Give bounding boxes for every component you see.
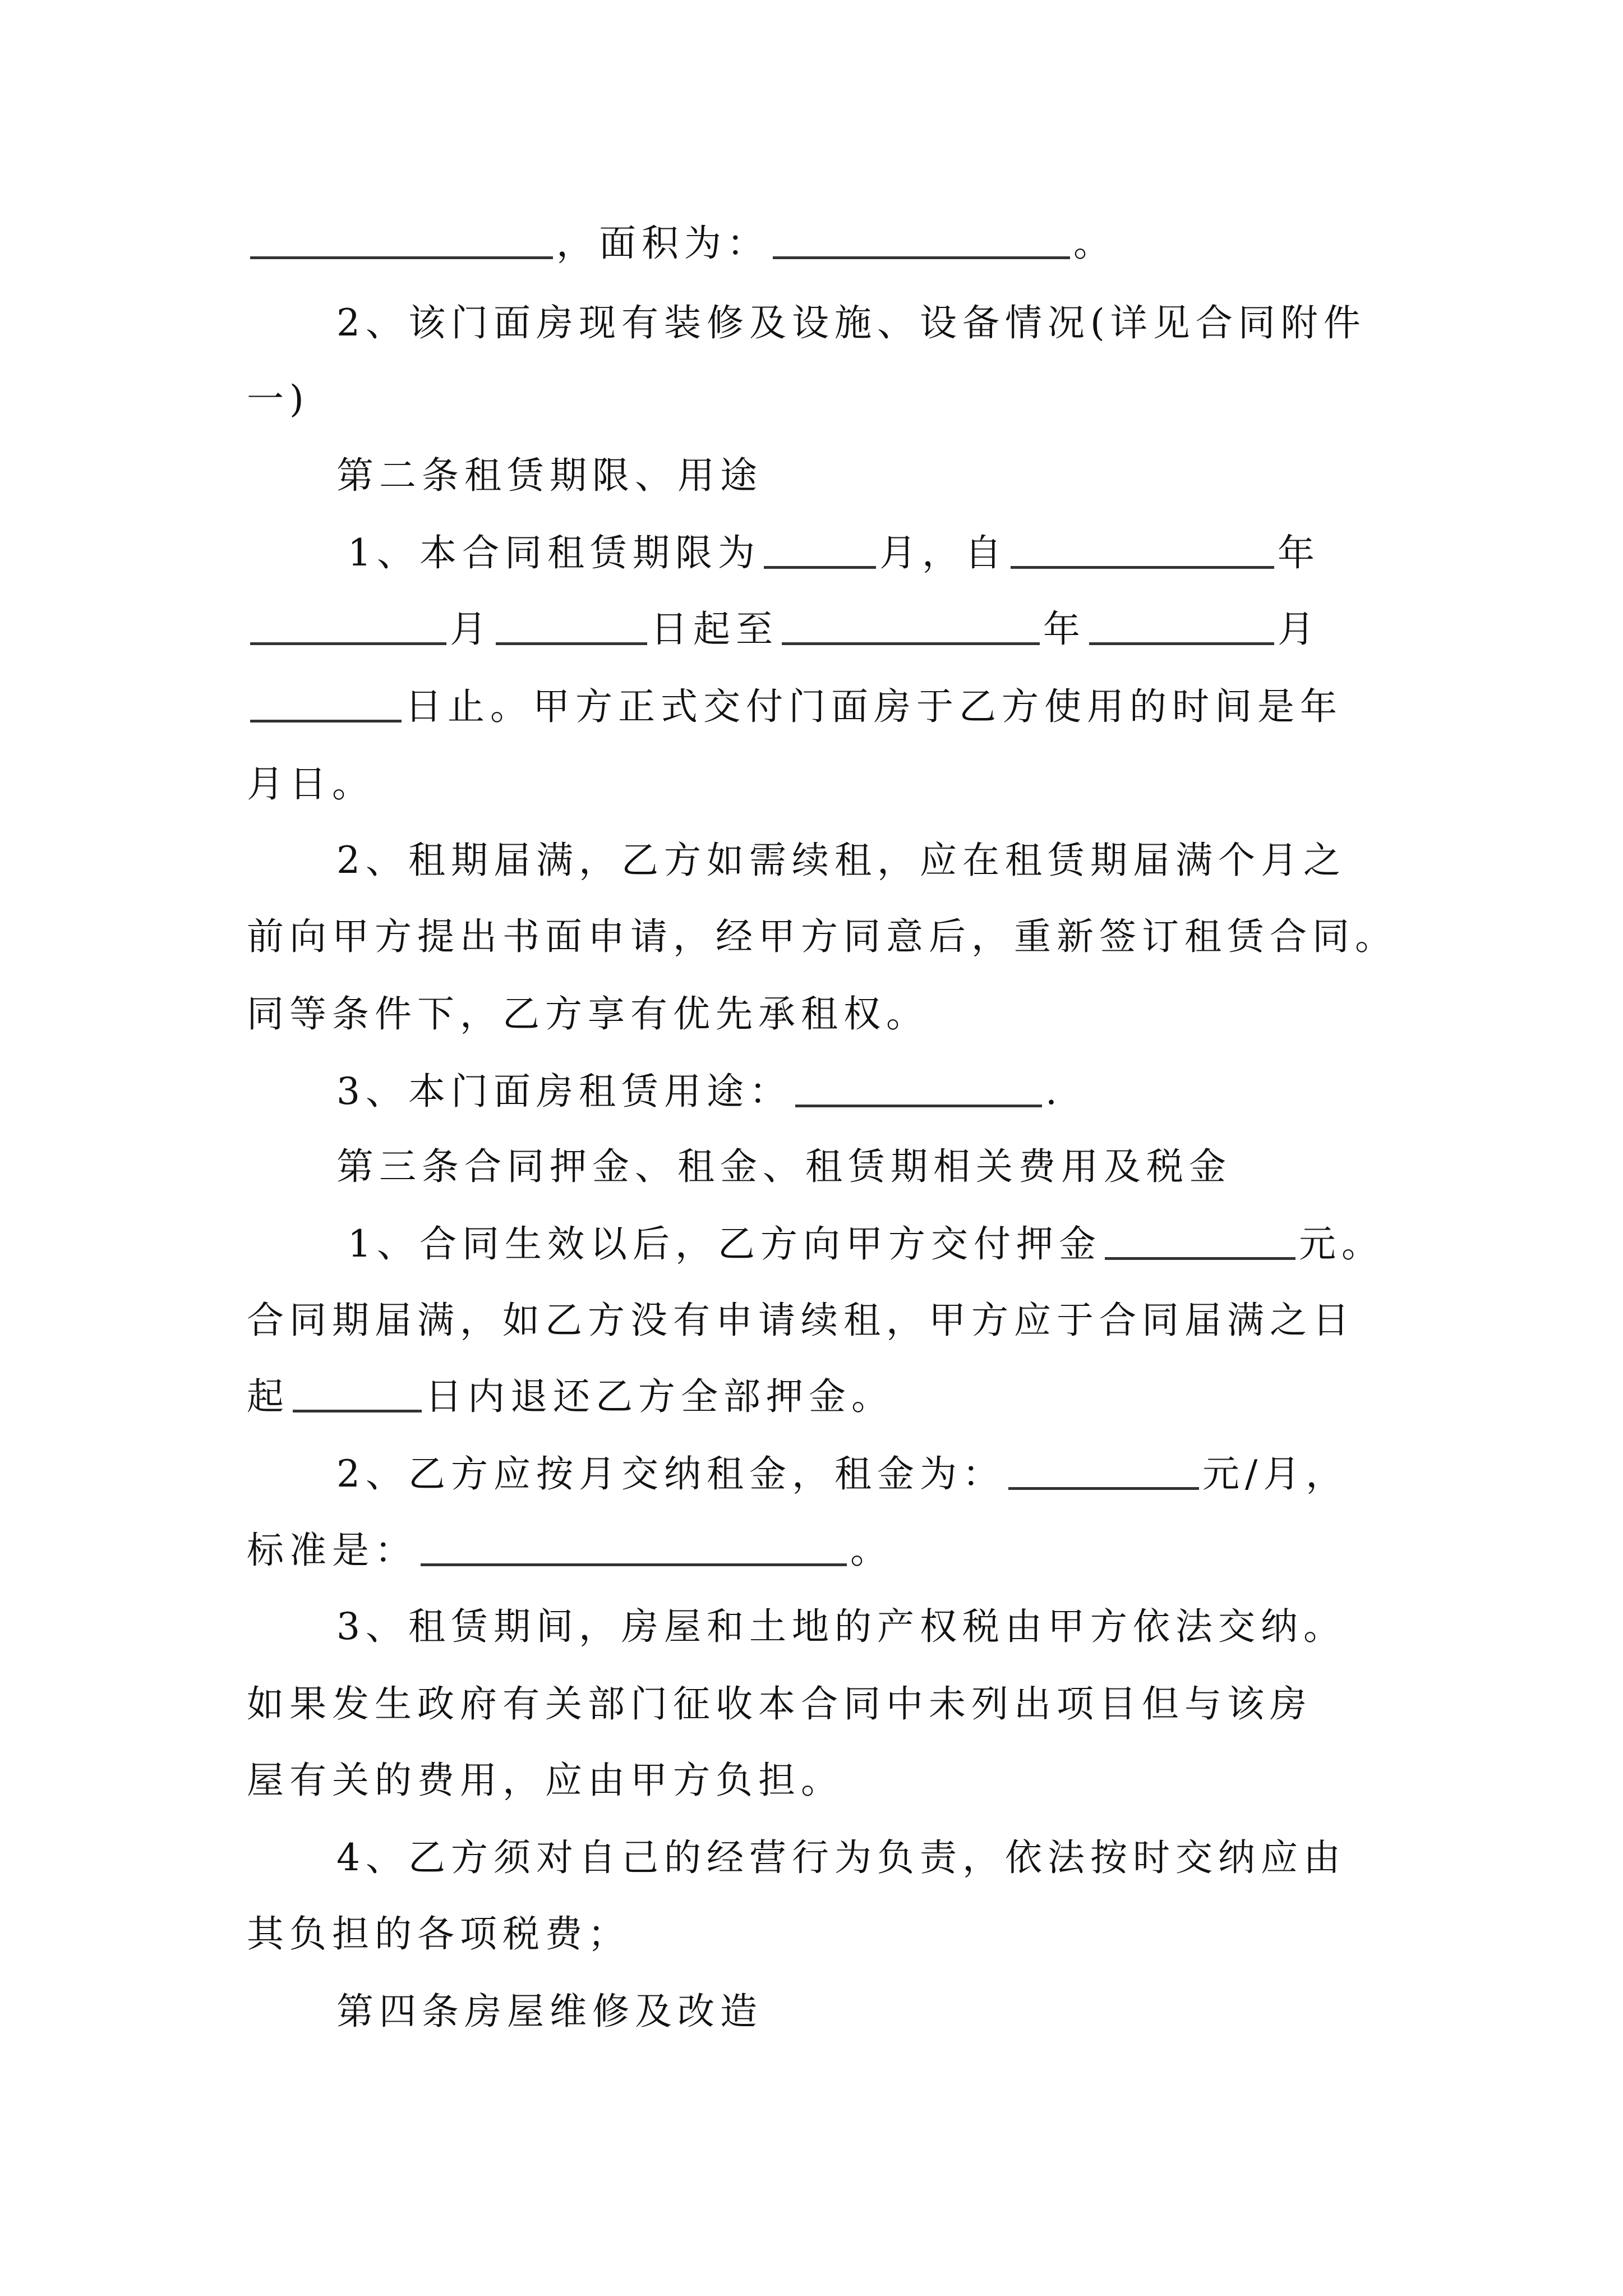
fill-in-blank	[764, 529, 876, 569]
text-segment: 标准是：	[247, 1529, 417, 1572]
text-segment: 年	[1278, 531, 1320, 574]
fill-in-blank	[250, 219, 553, 259]
text-line	[247, 217, 1391, 270]
text-line: 2、该门面房现有装修及设施、设备情况(详见合同附件	[336, 301, 1366, 344]
text-line: 月日。	[247, 762, 375, 806]
fill-in-blank	[250, 683, 402, 723]
text-segment: 日内退还乙方全部押金。	[425, 1375, 894, 1418]
text-line	[348, 526, 1391, 580]
text-line	[247, 680, 1391, 734]
text-segment: 1、本合同租赁期限为	[348, 531, 760, 574]
text-segment: ，面积为：	[556, 222, 769, 265]
text-line: 如果发生政府有关部门征收本合同中未列出项目但与该房	[247, 1682, 1312, 1726]
text-line	[247, 1524, 1391, 1577]
fill-in-blank	[1089, 605, 1274, 645]
text-segment: 日止。甲方正式交付门面房于乙方使用的时间是年	[405, 685, 1343, 728]
text-segment: 元。	[1299, 1222, 1384, 1266]
text-line	[247, 1370, 1391, 1424]
section-heading: 第二条租赁期限、用途	[336, 454, 763, 497]
text-segment: .	[1045, 1070, 1063, 1113]
text-line: 屋有关的费用，应由甲方负担。	[247, 1759, 843, 1802]
section-heading: 第三条合同押金、租金、租赁期相关费用及税金	[336, 1145, 1232, 1188]
text-segment: 3、本门面房租赁用途：	[336, 1070, 792, 1113]
text-segment: 。	[850, 1529, 893, 1572]
text-line: 3、租赁期间，房屋和土地的产权税由甲方依法交纳。	[336, 1605, 1346, 1648]
text-segment: 月	[1278, 608, 1320, 651]
text-line: 2、租期届满，乙方如需续租，应在租赁期届满个月之	[336, 839, 1346, 882]
fill-in-blank	[1105, 1220, 1295, 1260]
text-line: 一)	[247, 378, 310, 421]
text-segment: 起	[247, 1375, 289, 1418]
text-line: 前向甲方提出书面申请，经甲方同意后，重新签订租赁合同。	[247, 915, 1398, 958]
fill-in-blank	[1008, 1450, 1199, 1490]
fill-in-blank	[293, 1373, 422, 1412]
text-line: 4、乙方须对自己的经营行为负责，依法按时交纳应由	[336, 1836, 1346, 1879]
text-line: 同等条件下，乙方享有优先承租权。	[247, 992, 929, 1036]
fill-in-blank	[1011, 529, 1274, 569]
text-segment: 1、合同生效以后，乙方向甲方交付押金	[348, 1222, 1101, 1266]
text-line	[247, 602, 1391, 656]
text-line	[348, 1217, 1391, 1271]
text-segment: 2、乙方应按月交纳租金，租金为：	[336, 1452, 1005, 1496]
text-segment: 日起至	[651, 608, 778, 651]
fill-in-blank	[496, 605, 647, 645]
text-segment: 月	[450, 608, 492, 651]
text-line: 其负担的各项税费；	[247, 1912, 630, 1955]
fill-in-blank	[773, 219, 1070, 259]
text-segment: 。	[1073, 222, 1116, 265]
fill-in-blank	[795, 1068, 1042, 1107]
fill-in-blank	[421, 1526, 847, 1566]
text-line: 合同期届满，如乙方没有申请续租，甲方应于合同届满之日	[247, 1299, 1355, 1342]
text-segment: 年	[1043, 608, 1086, 651]
section-heading: 第四条房屋维修及改造	[336, 1990, 763, 2033]
fill-in-blank	[250, 605, 446, 645]
fill-in-blank	[782, 605, 1040, 645]
text-segment: 月，自	[879, 531, 1007, 574]
text-line	[336, 1447, 1391, 1501]
text-segment: 元/月，	[1202, 1452, 1349, 1496]
text-line	[336, 1065, 1391, 1119]
